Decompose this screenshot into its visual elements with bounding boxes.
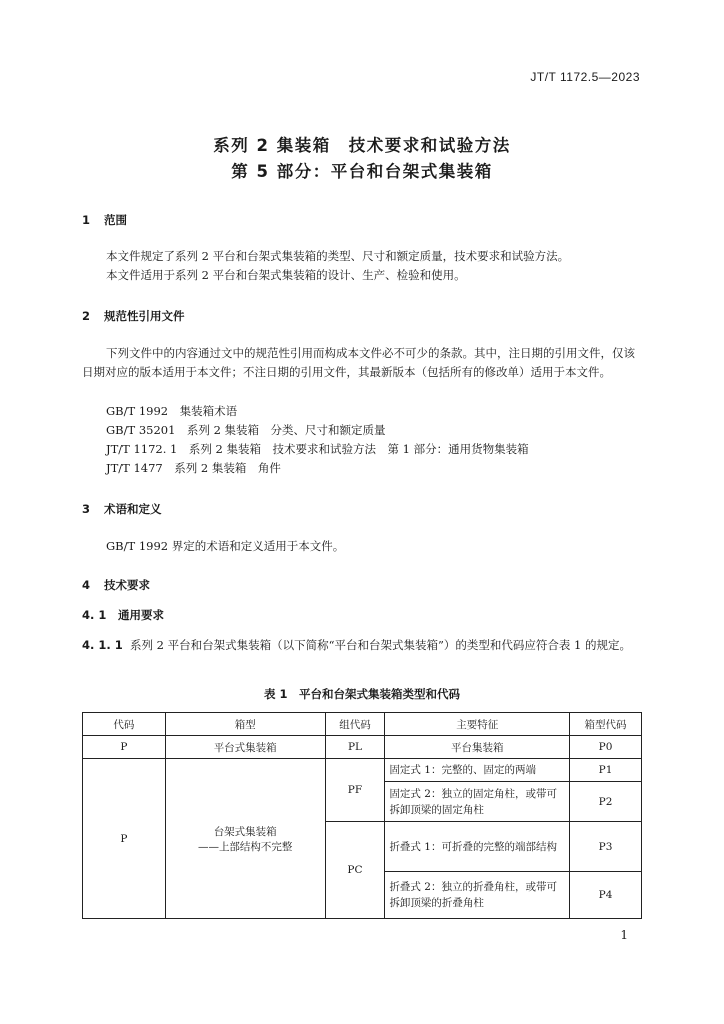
section-number: 3 <box>82 502 91 516</box>
section-1-paragraph-1: 本文件规定了系列 2 平台和台架式集装箱的类型、尺寸和额定质量，技术要求和试验方法。 <box>106 249 570 263</box>
table-cell: P4 <box>570 872 642 919</box>
reference-item: GB/T 1992 集装箱术语 <box>106 404 238 418</box>
header-cell: 箱型代码 <box>570 713 642 736</box>
section-1-heading <box>82 212 127 228</box>
section-number: 1 <box>82 213 91 227</box>
section-number: 4 <box>82 578 91 592</box>
subsection-title: 通用要求 <box>118 608 164 622</box>
section-title: 术语和定义 <box>104 502 162 516</box>
table-cell: 折叠式 2：独立的折叠角柱，或带可拆卸顶梁的折叠角柱 <box>385 872 570 919</box>
table-cell: PF <box>325 759 385 822</box>
table-cell: 平台式集装箱 <box>165 736 325 759</box>
section-4-heading <box>82 577 150 593</box>
header-cell: 代码 <box>83 713 166 736</box>
section-number: 2 <box>82 309 91 323</box>
table-cell: 折叠式 1：可折叠的完整的端部结构 <box>385 822 570 872</box>
header-cell: 箱型 <box>165 713 325 736</box>
reference-item: JT/T 1172. 1 系列 2 集装箱 技术要求和试验方法 第 1 部分：通用货物集装箱 <box>106 442 529 456</box>
reference-item: JT/T 1477 系列 2 集装箱 角件 <box>106 461 281 475</box>
table-row <box>83 759 642 782</box>
subsection-4-1-heading <box>82 607 164 623</box>
table-cell <box>165 759 325 919</box>
subsection-number: 4. 1 <box>82 608 107 622</box>
header-cell: 主要特征 <box>385 713 570 736</box>
clause-4-1-1 <box>82 636 642 655</box>
section-2-paragraph-1: 下列文件中的内容通过文中的规范性引用而构成本文件必不可少的条款。其中，注日期的引用文件，仅该日期对应的版本适用于本文件；不注日期的引用文件，其最新版本（包括所有的修改单）适用于本文件。 <box>82 346 635 379</box>
section-title: 规范性引用文件 <box>104 309 185 323</box>
table-cell: P3 <box>570 822 642 872</box>
table-row <box>83 736 642 759</box>
table-cell: 固定式 1：完整的、固定的两端 <box>385 759 570 782</box>
type-name: 台架式集装箱 <box>213 825 277 838</box>
section-3-heading <box>82 501 162 517</box>
section-3-paragraph-1: GB/T 1992 界定的术语和定义适用于本文件。 <box>106 539 345 553</box>
table-cell: P0 <box>570 736 642 759</box>
section-2-heading <box>82 308 185 324</box>
table-cell: P <box>83 736 166 759</box>
table-cell: P2 <box>570 782 642 822</box>
page-number: 1 <box>620 928 628 942</box>
table-cell: 平台集装箱 <box>385 736 570 759</box>
table-caption: 表 1 平台和台架式集装箱类型和代码 <box>263 687 460 701</box>
table-cell: PL <box>325 736 385 759</box>
document-title-line1: 系列 2 集装箱 技术要求和试验方法 <box>213 136 511 155</box>
standard-code: JT/T 1172.5—2023 <box>530 70 640 84</box>
container-type-table <box>82 712 642 919</box>
section-title: 技术要求 <box>104 578 150 592</box>
table-cell: P <box>83 759 166 919</box>
document-title-line2: 第 5 部分：平台和台架式集装箱 <box>231 162 493 181</box>
clause-number: 4. 1. 1 <box>82 638 123 652</box>
table-cell: P1 <box>570 759 642 782</box>
header-cell: 组代码 <box>325 713 385 736</box>
table-cell: PC <box>325 822 385 919</box>
type-note: ——上部结构不完整 <box>197 840 293 853</box>
section-1-paragraph-2: 本文件适用于系列 2 平台和台架式集装箱的设计、生产、检验和使用。 <box>106 268 466 282</box>
reference-item: GB/T 35201 系列 2 集装箱 分类、尺寸和额定质量 <box>106 423 386 437</box>
section-title: 范围 <box>104 213 127 227</box>
table-header-row <box>83 713 642 736</box>
table-cell: 固定式 2：独立的固定角柱，或带可拆卸顶梁的固定角柱 <box>385 782 570 822</box>
clause-text: 系列 2 平台和台架式集装箱（以下简称“平台和台架式集装箱”）的类型和代码应符合表 1 的规定。 <box>130 638 632 652</box>
